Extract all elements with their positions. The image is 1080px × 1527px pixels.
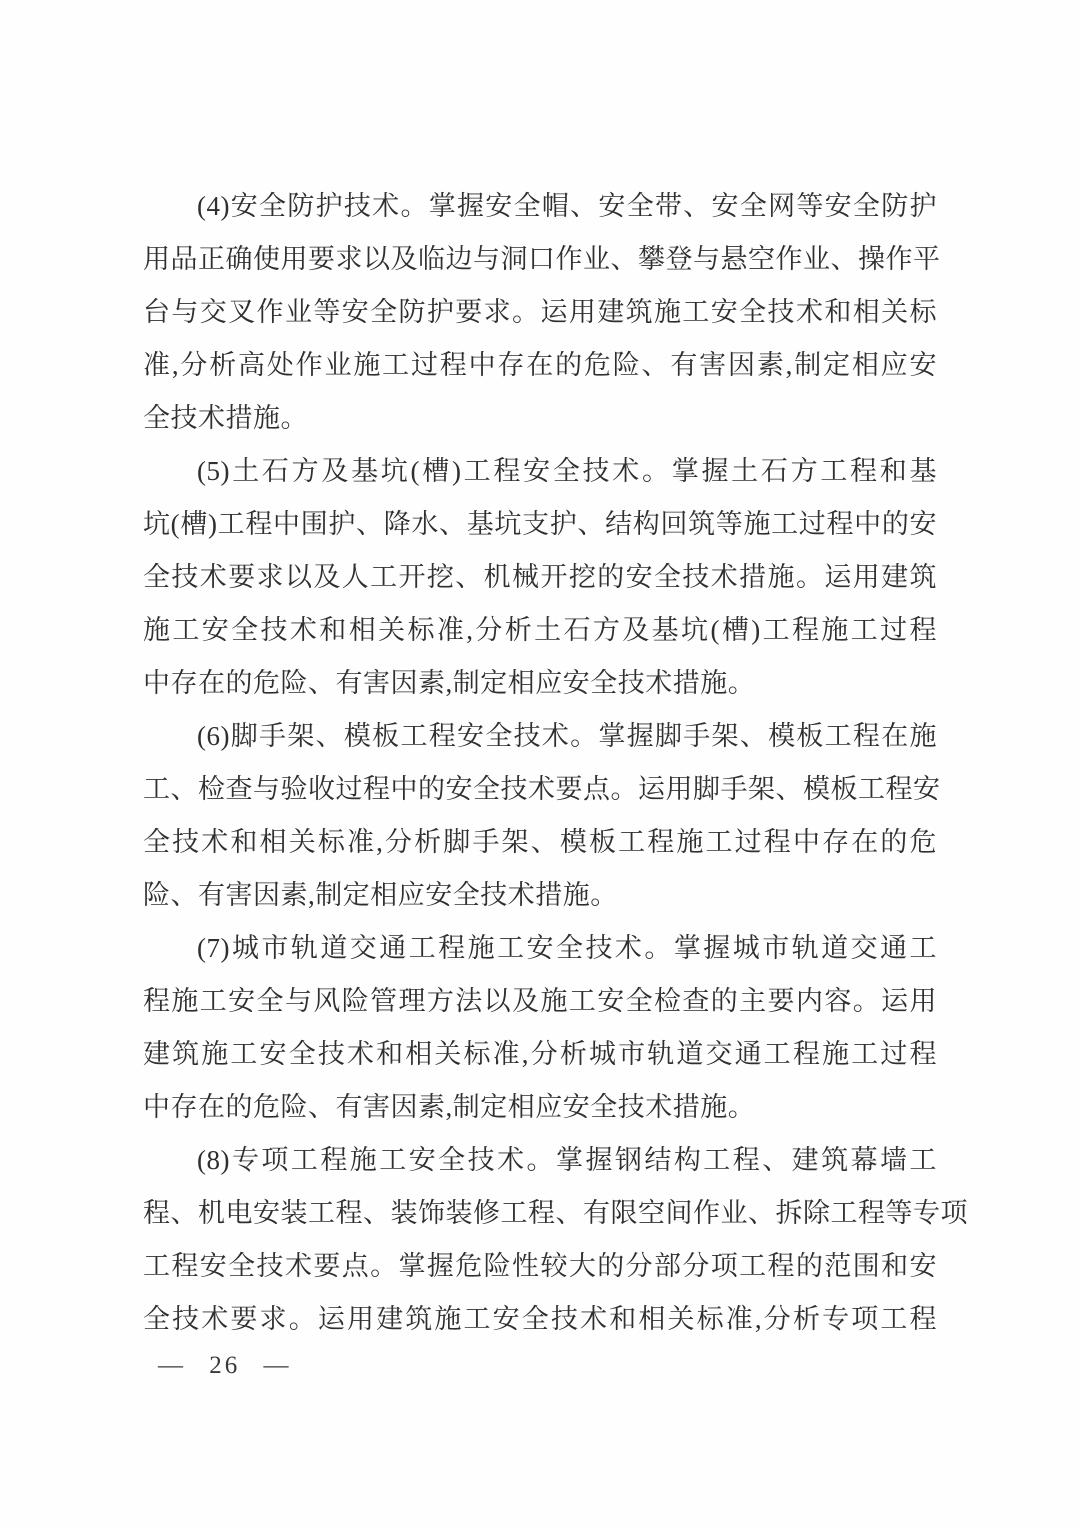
text-line: 工、检查与验收过程中的安全技术要点。运用脚手架、模板工程安	[143, 774, 941, 804]
text-line: (5)土石方及基坑(槽)工程安全技术。掌握土石方工程和基	[197, 456, 937, 486]
text-line: 全技术要求。运用建筑施工安全技术和相关标准,分析专项工程	[143, 1304, 937, 1334]
text-line: 全技术和相关标准,分析脚手架、模板工程施工过程中存在的危	[143, 827, 937, 857]
text-line: 工程安全技术要点。掌握危险性较大的分部分项工程的范围和安	[143, 1251, 937, 1281]
text-line: 险、有害因素,制定相应安全技术措施。	[143, 880, 618, 910]
text-line: 全技术要求以及人工开挖、机械开挖的安全技术措施。运用建筑	[143, 562, 937, 592]
text-line: 全技术措施。	[143, 403, 308, 433]
text-line: 施工安全技术和相关标准,分析土石方及基坑(槽)工程施工过程	[143, 615, 937, 645]
paragraph-item-6	[143, 710, 941, 922]
text-line: 用品正确使用要求以及临边与洞口作业、攀登与悬空作业、操作平	[143, 244, 941, 274]
text-line: 建筑施工安全技术和相关标准,分析城市轨道交通工程施工过程	[143, 1039, 937, 1069]
text-line: 中存在的危险、有害因素,制定相应安全技术措施。	[143, 668, 756, 698]
paragraph-item-5	[143, 445, 937, 710]
page-footer	[158, 1352, 292, 1380]
text-line: (4)安全防护技术。掌握安全帽、安全带、安全网等安全防护	[197, 191, 937, 221]
text-line: (8)专项工程施工安全技术。掌握钢结构工程、建筑幕墙工	[197, 1145, 937, 1175]
text-line: 坑(槽)工程中围护、降水、基坑支护、结构回筑等施工过程中的安	[143, 509, 937, 539]
paragraph-item-7	[143, 922, 937, 1134]
text-line: 台与交叉作业等安全防护要求。运用建筑施工安全技术和相关标	[143, 297, 937, 327]
text-line: 程、机电安装工程、装饰装修工程、有限空间作业、拆除工程等专项	[143, 1198, 968, 1228]
text-block	[143, 180, 968, 1346]
paragraph-item-4	[143, 180, 941, 445]
text-line: 中存在的危险、有害因素,制定相应安全技术措施。	[143, 1092, 756, 1122]
paragraph-item-8	[143, 1134, 968, 1346]
text-line: 准,分析高处作业施工过程中存在的危险、有害因素,制定相应安	[143, 350, 937, 380]
text-line: (6)脚手架、模板工程安全技术。掌握脚手架、模板工程在施	[197, 721, 937, 751]
text-line: (7)城市轨道交通工程施工安全技术。掌握城市轨道交通工	[197, 933, 937, 963]
page-number: — 26 —	[158, 1352, 292, 1379]
text-line: 程施工安全与风险管理方法以及施工安全检查的主要内容。运用	[143, 986, 937, 1016]
